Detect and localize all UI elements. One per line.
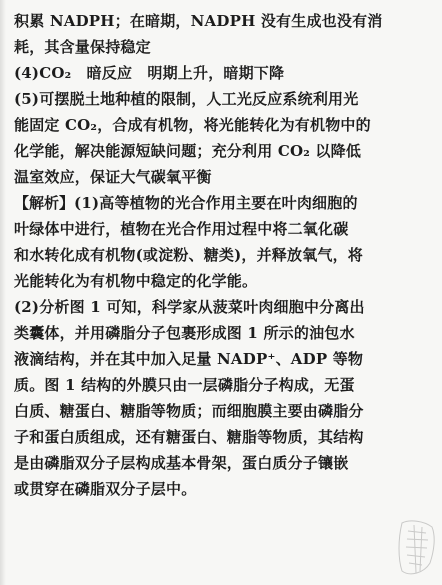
text-line: 白质、糖蛋白、糖脂等物质；而细胞膜主要由磷脂分 (14, 402, 364, 420)
analysis-first-line (14, 190, 434, 216)
text-line: (4)CO₂ 暗反应 明期上升，暗期下降 (14, 64, 285, 82)
text-line: 叶绿体中进行，植物在光合作用过程中将二氧化碳 (14, 220, 349, 238)
text-line: 能固定 CO₂，合成有机物，将光能转化为有机物中的 (14, 116, 371, 134)
page-edge-shadow (0, 0, 6, 585)
text-line: 耗，其含量保持稳定 (14, 38, 151, 56)
text-line: 或贯穿在磷脂双分子层中。 (14, 480, 197, 498)
text-line: 光能转化为有机物中稳定的化学能。 (14, 272, 258, 290)
text-line: 类囊体，并用磷脂分子包裹形成图 1 所示的油包水 (14, 324, 355, 342)
text-line: 是由磷脂双分子层构成基本骨架，蛋白质分子镶嵌 (14, 454, 349, 472)
watermark-seal-icon (394, 517, 440, 581)
text-line: 子和蛋白质组成，还有糖蛋白、糖脂等物质，其结构 (14, 428, 364, 446)
text-line: 液滴结构，并在其中加入足量 NADP⁺、ADP 等物 (14, 350, 364, 368)
text-line: (5)可摆脱土地种植的限制，人工光反应系统利用光 (14, 90, 359, 108)
text-line: 温室效应，保证大气碳氧平衡 (14, 168, 212, 186)
text-line: (2)分析图 1 可知，科学家从菠菜叶肉细胞中分离出 (14, 298, 365, 316)
text-line: 积累 NADPH；在暗期，NADPH 没有生成也没有消 (14, 12, 383, 30)
text-line: (1)高等植物的光合作用主要在叶肉细胞的 (74, 194, 358, 212)
text-line: 质。图 1 结构的外膜只由一层磷脂分子构成，无蛋 (14, 376, 355, 394)
answer-text-block (14, 8, 434, 502)
text-line: 化学能，解决能源短缺问题；充分利用 CO₂ 以降低 (14, 142, 362, 160)
analysis-tag: 【解析】 (14, 194, 75, 212)
text-line: 和水转化成有机物(或淀粉、糖类)，并释放氧气，将 (14, 246, 363, 264)
